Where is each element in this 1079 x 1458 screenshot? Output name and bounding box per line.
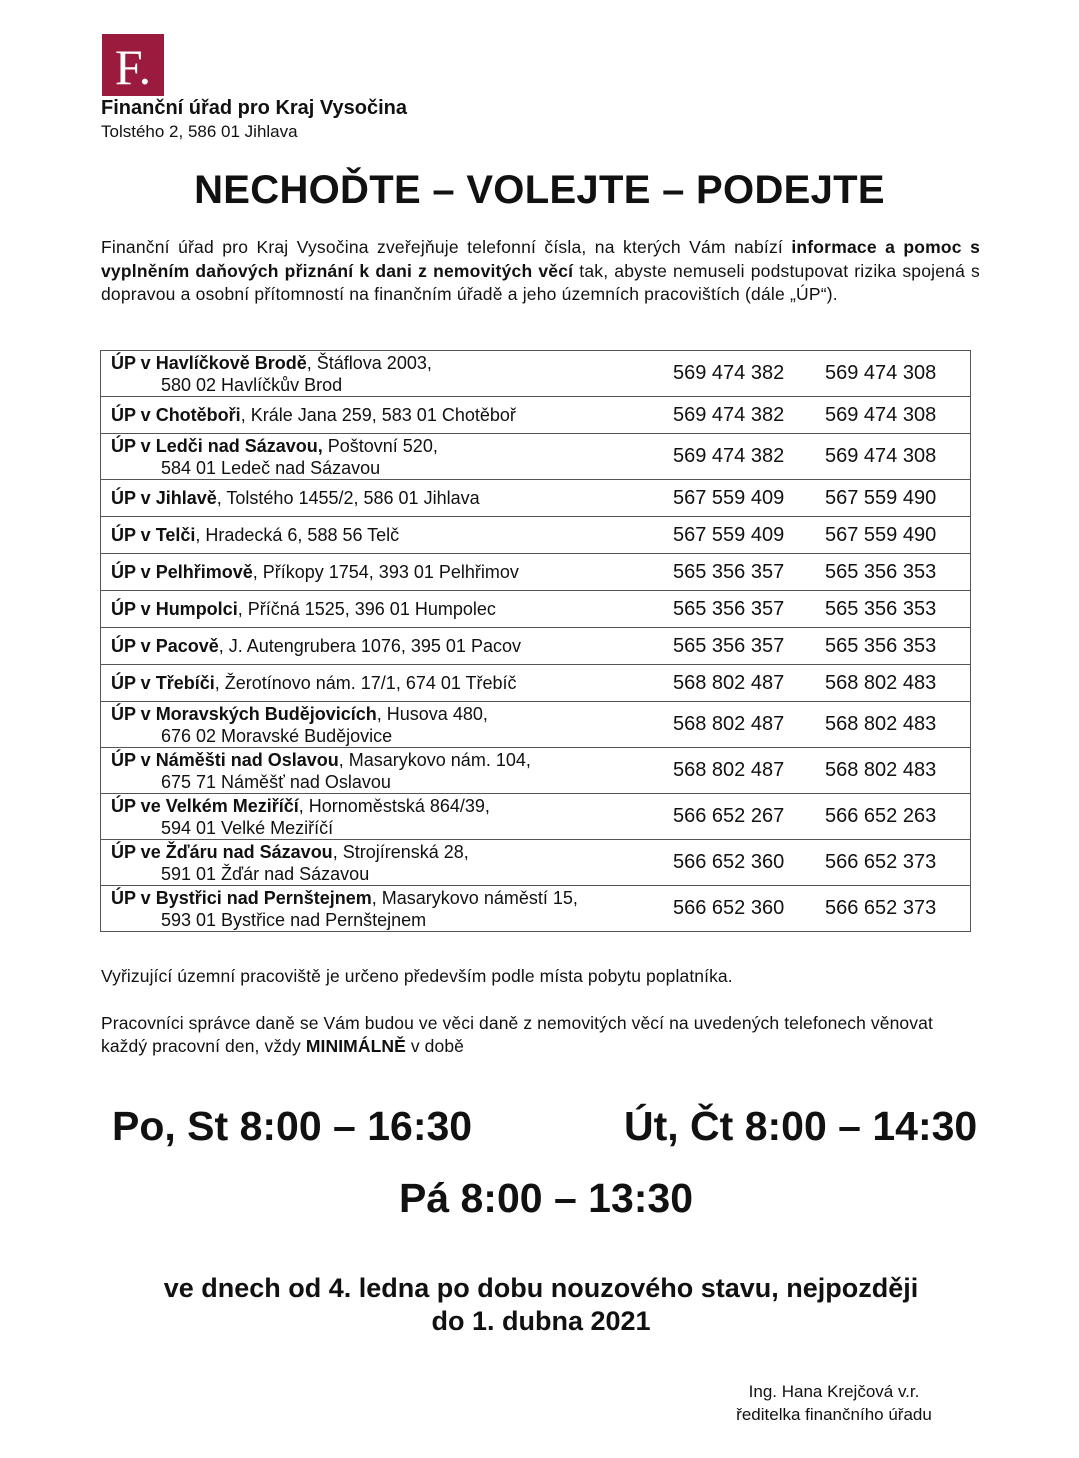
availability-text-2: v době — [405, 1036, 464, 1056]
phone-number-secondary: 567 559 490 — [825, 480, 971, 517]
office-name: ÚP v Havlíčkově Brodě — [111, 352, 307, 373]
phone-number-secondary: 565 356 353 — [825, 628, 971, 665]
office-row — [101, 748, 971, 794]
hours-mon-wed: Po, St 8:00 – 16:30 — [112, 1103, 473, 1149]
office-city-line: 580 02 Havlíčkův Brod — [161, 374, 343, 395]
validity-line-2: do 1. dubna 2021 — [431, 1306, 651, 1336]
phone-number-primary: 569 474 382 — [673, 397, 825, 434]
office-street: , J. Autengrubera 1076, 395 01 Pacov — [218, 636, 521, 656]
phone-number-secondary: 569 474 308 — [825, 397, 971, 434]
office-name: ÚP v Humpolci — [111, 599, 238, 619]
phone-number-secondary: 569 474 308 — [825, 434, 971, 480]
phone-number-primary: 566 652 360 — [673, 840, 825, 886]
phone-number-secondary: 567 559 490 — [825, 517, 971, 554]
office-name: ÚP ve Žďáru nad Sázavou — [111, 841, 333, 862]
office-street: , Žerotínovo nám. 17/1, 674 01 Třebíč — [214, 673, 517, 693]
phone-number-primary: 568 802 487 — [673, 702, 825, 748]
office-address-cell — [101, 794, 674, 840]
office-city-line: 594 01 Velké Meziříčí — [161, 817, 334, 838]
office-address-line1 — [111, 796, 490, 816]
phone-number-primary: 567 559 409 — [673, 517, 825, 554]
office-street: , Příkopy 1754, 393 01 Pelhřimov — [252, 562, 519, 582]
office-name: ÚP v Telči — [111, 525, 196, 545]
availability-note — [101, 1012, 980, 1058]
office-row — [101, 517, 971, 554]
office-street: , Husova 480, — [376, 703, 488, 724]
office-row — [101, 591, 971, 628]
office-street: , Hornoměstská 864/39, — [298, 795, 490, 816]
office-name: ÚP v Chotěboři — [111, 405, 241, 425]
phone-number-primary: 566 652 360 — [673, 886, 825, 932]
phone-number-secondary: 566 652 373 — [825, 840, 971, 886]
phone-number-primary: 565 356 357 — [673, 554, 825, 591]
validity-line-1: ve dnech od 4. ledna po dobu nouzového stavu, nejpozději — [163, 1273, 919, 1303]
office-city-line: 676 02 Moravské Budějovice — [161, 725, 393, 746]
office-address-cell — [101, 748, 674, 794]
intro-text-2: tak, abyste nemuseli podstupovat rizika spojená s dopravou a osobní přítomností na finančním úřadě a jeho územních pracovištích (dále „ÚP“). — [101, 260, 981, 304]
office-address-line1 — [111, 405, 516, 425]
office-address-line1 — [111, 750, 531, 770]
office-street: , Štáflova 2003, — [306, 352, 432, 373]
page-headline: NECHOĎTE – VOLEJTE – PODEJTE — [194, 168, 885, 212]
office-address: Tolstého 2, 586 01 Jihlava — [101, 122, 298, 141]
office-row — [101, 397, 971, 434]
logo-letter: F. — [114, 39, 152, 95]
signature-block — [700, 1380, 968, 1426]
office-address-cell — [101, 591, 674, 628]
phone-number-primary: 569 474 382 — [673, 434, 825, 480]
office-address-line1 — [111, 704, 488, 724]
intro-text-bold: informace a pomoc s vyplněním daňových přiznání k dani z nemovitých věcí — [101, 237, 981, 281]
office-city-line: 584 01 Ledeč nad Sázavou — [161, 457, 381, 478]
phone-number-secondary: 568 802 483 — [825, 748, 971, 794]
office-row — [101, 665, 971, 702]
phone-number-secondary: 566 652 373 — [825, 886, 971, 932]
office-address-line1 — [111, 888, 578, 908]
office-address-cell — [101, 702, 674, 748]
phone-number-primary: 565 356 357 — [673, 591, 825, 628]
phone-number-primary: 565 356 357 — [673, 628, 825, 665]
office-address-cell — [101, 665, 674, 702]
signatory-title: ředitelka finančního úřadu — [736, 1405, 932, 1424]
phone-number-secondary: 569 474 308 — [825, 351, 971, 397]
office-row — [101, 480, 971, 517]
office-row — [101, 702, 971, 748]
office-address-cell — [101, 840, 674, 886]
office-name: ÚP v Moravských Budějovicích — [111, 703, 377, 724]
office-address-line1 — [111, 599, 496, 619]
office-street: Poštovní 520, — [322, 435, 438, 456]
phone-number-secondary: 566 652 263 — [825, 794, 971, 840]
office-address-cell — [101, 886, 674, 932]
office-address-line1 — [111, 673, 517, 693]
office-street: , Masarykovo náměstí 15, — [371, 887, 578, 908]
office-address-line1 — [111, 488, 480, 508]
office-address-cell — [101, 480, 674, 517]
office-name: ÚP v Pacově — [111, 636, 219, 656]
phone-number-primary: 567 559 409 — [673, 480, 825, 517]
hours-fri: Pá 8:00 – 13:30 — [398, 1175, 694, 1221]
availability-text-1: Pracovníci správce daně se Vám budou ve věci daně z nemovitých věcí na uvedených telefonech věnovat každý pracovní den, vždy — [101, 1013, 933, 1056]
office-row — [101, 840, 971, 886]
office-row — [101, 554, 971, 591]
office-street: , Masarykovo nám. 104, — [338, 749, 531, 770]
office-name: ÚP v Ledči nad Sázavou, — [111, 435, 323, 456]
office-city-line: 675 71 Náměšť nad Oslavou — [161, 771, 391, 792]
office-name: ÚP v Jihlavě — [111, 488, 217, 508]
office-address-line1 — [111, 636, 521, 656]
intro-paragraph — [101, 236, 980, 307]
office-address-line1 — [111, 525, 399, 545]
office-phone-table — [100, 350, 971, 932]
office-row — [101, 434, 971, 480]
phone-number-primary: 568 802 487 — [673, 665, 825, 702]
validity-period — [0, 1272, 1079, 1338]
phone-number-secondary: 565 356 353 — [825, 554, 971, 591]
office-name: ÚP v Bystřici nad Pernštejnem — [111, 887, 372, 908]
phone-number-secondary: 568 802 483 — [825, 665, 971, 702]
phone-number-primary: 569 474 382 — [673, 351, 825, 397]
office-address-cell — [101, 517, 674, 554]
office-address-cell — [101, 351, 674, 397]
office-row — [101, 351, 971, 397]
office-street: , Příčná 1525, 396 01 Humpolec — [237, 599, 496, 619]
office-address-cell — [101, 397, 674, 434]
office-city-line: 591 01 Žďár nad Sázavou — [161, 863, 370, 884]
phone-number-primary: 568 802 487 — [673, 748, 825, 794]
office-address-line1 — [111, 842, 469, 862]
office-address-cell — [101, 554, 674, 591]
office-address-line1 — [111, 353, 432, 373]
office-address-cell — [101, 628, 674, 665]
office-city-line: 593 01 Bystřice nad Pernštejnem — [161, 909, 427, 930]
jurisdiction-note: Vyřizující územní pracoviště je určeno především podle místa pobytu poplatníka. — [101, 966, 733, 986]
office-row — [101, 886, 971, 932]
office-name: ÚP v Třebíči — [111, 673, 215, 693]
intro-text-1: Finanční úřad pro Kraj Vysočina zveřejňuje telefonní čísla, na kterých Vám nabízí — [101, 237, 792, 257]
office-name: ÚP v Náměšti nad Oslavou — [111, 749, 339, 770]
phone-number-primary: 566 652 267 — [673, 794, 825, 840]
office-row — [101, 794, 971, 840]
availability-text-bold: MINIMÁLNĚ — [305, 1036, 406, 1056]
office-street: , Tolstého 1455/2, 586 01 Jihlava — [216, 488, 480, 508]
office-address-line1 — [111, 436, 438, 456]
phone-number-secondary: 568 802 483 — [825, 702, 971, 748]
office-logo — [102, 34, 164, 96]
office-address-line1 — [111, 562, 519, 582]
hours-tue-thu: Út, Čt 8:00 – 14:30 — [624, 1103, 978, 1149]
office-name: ÚP v Pelhřimově — [111, 562, 253, 582]
office-name: Finanční úřad pro Kraj Vysočina — [101, 97, 407, 119]
office-address-cell — [101, 434, 674, 480]
phone-number-secondary: 565 356 353 — [825, 591, 971, 628]
office-street: , Hradecká 6, 588 56 Telč — [195, 525, 400, 545]
signatory-name: Ing. Hana Krejčová v.r. — [748, 1382, 920, 1401]
office-row — [101, 628, 971, 665]
office-street: , Strojírenská 28, — [332, 841, 469, 862]
office-name: ÚP ve Velkém Meziříčí — [111, 795, 299, 816]
office-street: , Krále Jana 259, 583 01 Chotěboř — [240, 405, 516, 425]
